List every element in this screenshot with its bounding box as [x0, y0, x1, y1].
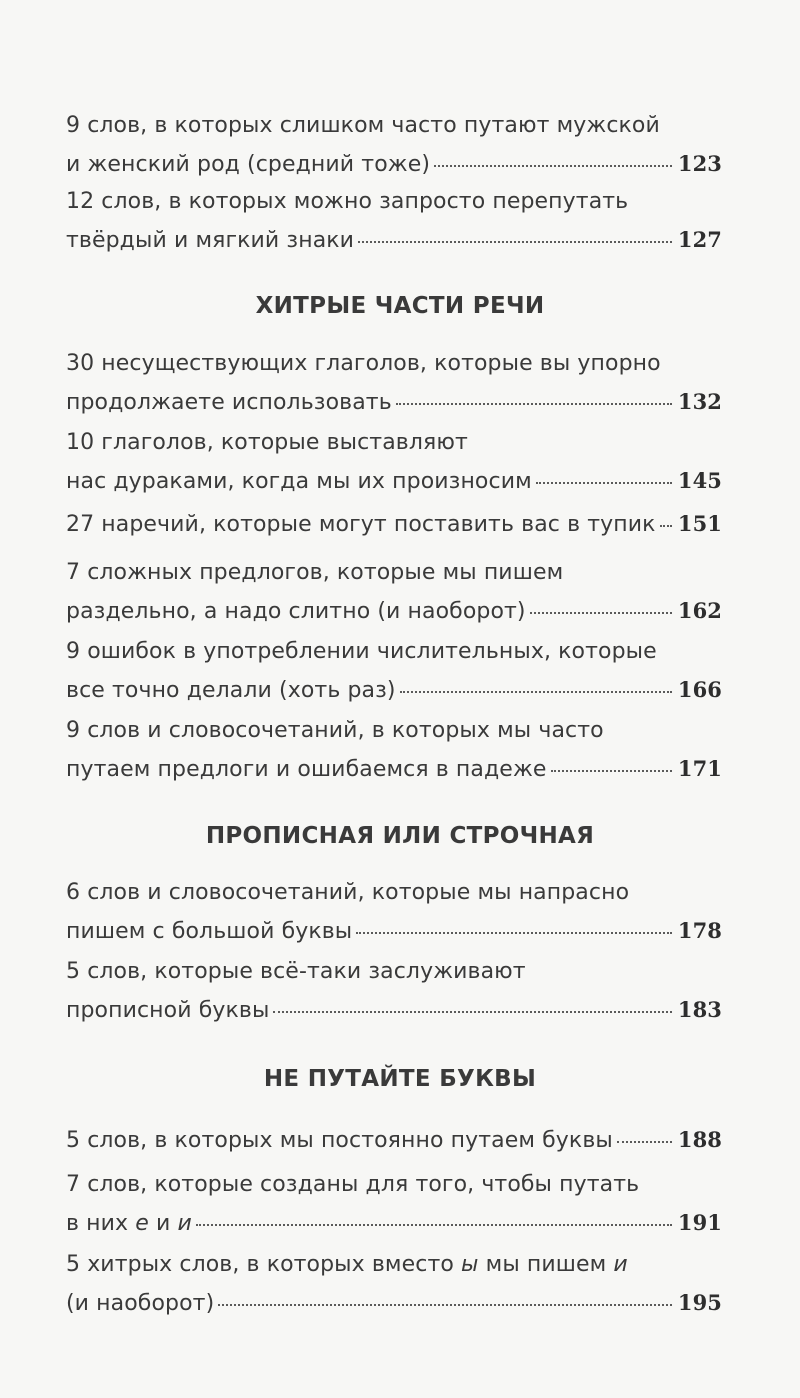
entry-line: 9 слов, в которых слишком часто путают мужской	[66, 113, 660, 138]
dot-leader	[660, 525, 672, 527]
entry-line: 10 глаголов, которые выставляют	[66, 430, 468, 455]
toc-entry	[66, 1121, 722, 1160]
page-number: 123	[677, 151, 722, 176]
page-number: 145	[677, 468, 722, 493]
dot-leader	[218, 1304, 672, 1306]
page-number: 132	[677, 389, 722, 414]
toc-entry	[66, 953, 722, 1030]
dot-leader	[396, 403, 672, 405]
toc-entry	[66, 424, 722, 501]
entry-line: 5 хитрых слов, в которых вместо ы мы пишем и	[66, 1252, 628, 1277]
entry-line: 6 слов и словосочетаний, которые мы напрасно	[66, 880, 630, 905]
entry-line: 7 сложных предлогов, которые мы пишем	[66, 560, 564, 585]
toc-entry	[66, 1246, 722, 1323]
page-number: 171	[677, 756, 722, 781]
section-title: ХИТРЫЕ ЧАСТИ РЕЧИ	[255, 293, 545, 319]
toc-entry	[66, 1166, 722, 1243]
page-number: 183	[677, 997, 722, 1022]
entry-line: продолжаете использовать	[66, 390, 392, 415]
entry-line: прописной буквы	[66, 998, 270, 1023]
entry-line: путаем предлоги и ошибаемся в падеже	[66, 757, 547, 782]
section-title: НЕ ПУТАЙТЕ БУКВЫ	[263, 1066, 537, 1092]
page-number: 188	[677, 1127, 722, 1152]
toc-entry	[66, 874, 722, 951]
entry-line: (и наоборот)	[66, 1291, 215, 1316]
entry-line: 9 слов и словосочетаний, в которых мы часто	[66, 718, 604, 743]
entry-line: 7 слов, которые созданы для того, чтобы путать	[66, 1172, 640, 1197]
page-number: 166	[677, 677, 722, 702]
dot-leader	[400, 691, 672, 693]
entry-line: и женский род (средний тоже)	[66, 152, 431, 177]
entry-line: нас дураками, когда мы их произносим	[66, 469, 532, 494]
section-title: ПРОПИСНАЯ ИЛИ СТРОЧНАЯ	[205, 823, 595, 849]
entry-line: 5 слов, которые всё-таки заслуживают	[66, 959, 526, 984]
dot-leader	[273, 1011, 671, 1013]
entry-line: пишем с большой буквы	[66, 919, 353, 944]
dot-leader	[434, 165, 672, 167]
dot-leader	[356, 932, 672, 934]
dot-leader	[196, 1224, 672, 1226]
toc-entry	[66, 183, 722, 260]
dot-leader	[617, 1141, 672, 1143]
entry-line: 12 слов, в которых можно запросто перепутать	[66, 189, 629, 214]
dot-leader	[551, 770, 672, 772]
entry-line: раздельно, а надо слитно (и наоборот)	[66, 599, 526, 624]
toc-entry	[66, 712, 722, 789]
toc-entry	[66, 633, 722, 710]
toc-entry	[66, 107, 722, 184]
page-number: 127	[677, 227, 722, 252]
page-number: 195	[677, 1290, 722, 1315]
entry-line: все точно делали (хоть раз)	[66, 678, 396, 703]
dot-leader	[530, 612, 672, 614]
toc-entry	[66, 345, 722, 422]
page-number: 162	[677, 598, 722, 623]
entry-line: 9 ошибок в употреблении числительных, которые	[66, 639, 657, 664]
page-number: 178	[677, 918, 722, 943]
dot-leader	[358, 241, 672, 243]
entry-line: твёрдый и мягкий знаки	[66, 228, 355, 253]
dot-leader	[536, 482, 672, 484]
page-number: 191	[677, 1210, 722, 1235]
toc-entry	[66, 505, 722, 544]
page-number: 151	[677, 511, 722, 536]
entry-line: 30 несуществующих глаголов, которые вы упорно	[66, 351, 661, 376]
toc-entry	[66, 554, 722, 631]
entry-line: 5 слов, в которых мы постоянно путаем буквы	[66, 1128, 613, 1153]
entry-line: в них е и и	[66, 1211, 192, 1236]
entry-line: 27 наречий, которые могут поставить вас в тупик	[66, 512, 656, 537]
